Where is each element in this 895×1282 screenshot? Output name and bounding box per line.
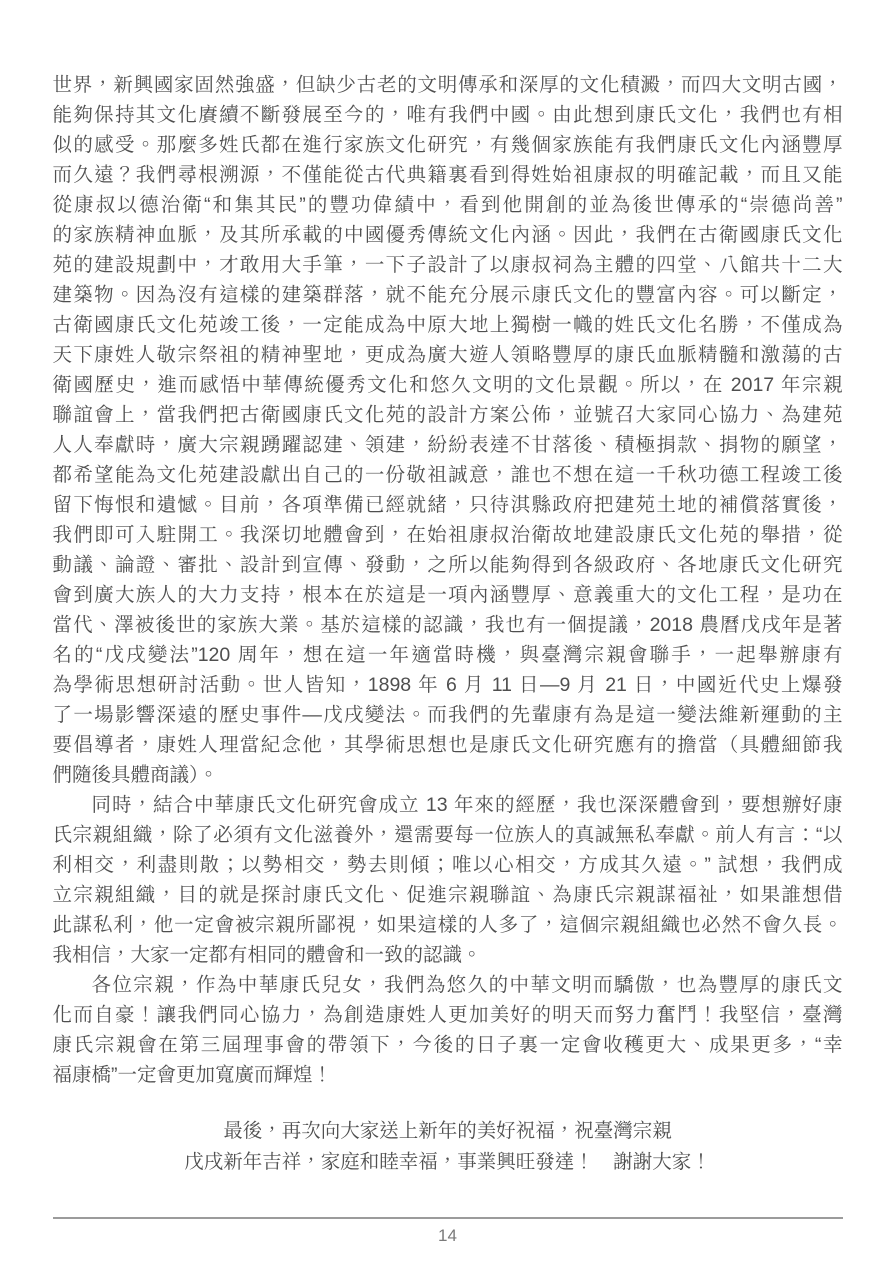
text-line: 康氏宗親會在第三屆理事會的帶領下，今後的日子裏一定會收穫更大、成果更多，“幸 (52, 1034, 843, 1056)
text-line: 建築物。因為沒有這樣的建築群落，就不能充分展示康氏文化的豐富內容。可以斷定， (52, 284, 843, 306)
text-line: 會到廣大族人的大力支持，根本在於這是一項內涵豐厚、意義重大的文化工程，是功在 (52, 584, 843, 606)
text-line: 們隨後具體商議）。 (52, 764, 219, 786)
text-line: 當代、澤被後世的家族大業。基於這樣的認識，我也有一個提議，2018 農曆戊戌年是著 (52, 614, 843, 636)
text-line: 似的感受。那麼多姓氏都在進行家族文化研究，有幾個家族能有我們康氏文化內涵豐厚 (52, 134, 843, 156)
paragraph (53, 790, 843, 970)
text-line: 名的“戊戌變法”120 周年，想在這一年適當時機，與臺灣宗親會聯手，一起舉辦康有 (52, 644, 843, 666)
text-line: 天下康姓人敬宗祭祖的精神聖地，更成為廣大遊人領略豐厚的康氏血脈精髓和激蕩的古 (52, 344, 843, 366)
text-line: 衛國歷史，進而感悟中華傳統優秀文化和悠久文明的文化景觀。所以，在 2017 年宗親 (52, 374, 843, 396)
page-footer (53, 1217, 843, 1246)
text-line: 而久遠？我們尋根溯源，不僅能從古代典籍裏看到得姓始祖康叔的明確記載，而且又能 (52, 164, 843, 186)
text-line: 要倡導者，康姓人理當紀念他，其學術思想也是康氏文化研究應有的擔當（具體細節我 (52, 734, 843, 756)
closing-line: 戊戌新年吉祥，家庭和睦幸福，事業興旺發達！ 謝謝大家！ (184, 1151, 711, 1173)
text-line: 苑的建設規劃中，才敢用大手筆，一下子設計了以康叔祠為主體的四堂、八館共十二大 (52, 254, 843, 276)
body-text (53, 70, 843, 1090)
text-line: 從康叔以德治衛“和集其民”的豐功偉績中，看到他開創的並為後世傳承的“崇德尚善” (52, 194, 843, 216)
text-line: 福康橋”一定會更加寬廣而輝煌！ (52, 1064, 332, 1086)
document-page (53, 0, 843, 1246)
text-line: 化而自豪！讓我們同心協力，為創造康姓人更加美好的明天而努力奮鬥！我堅信，臺灣 (52, 1004, 843, 1026)
text-line: 各位宗親，作為中華康氏兒女，我們為悠久的中華文明而驕傲，也為豐厚的康氏文 (91, 974, 843, 996)
text-line: 利相交，利盡則散；以勢相交，勢去則傾；唯以心相交，方成其久遠。” 試想，我們成 (52, 854, 843, 876)
paragraph (53, 70, 843, 790)
text-line: 立宗親組織，目的就是探討康氏文化、促進宗親聯誼、為康氏宗親謀福祉，如果誰想借 (52, 884, 843, 906)
text-line: 我們即可入駐開工。我深切地體會到，在始祖康叔治衛故地建設康氏文化苑的舉措，從 (52, 524, 843, 546)
text-line: 古衛國康氏文化苑竣工後，一定能成為中原大地上獨樹一幟的姓氏文化名勝，不僅成為 (52, 314, 843, 336)
text-line: 此謀私利，他一定會被宗親所鄙視，如果這樣的人多了，這個宗親組織也必然不會久長。 (52, 914, 843, 936)
text-line: 留下悔恨和遺憾。目前，各項準備已經就緒，只待淇縣政府把建苑土地的補償落實後， (52, 494, 843, 516)
text-line: 世界，新興國家固然強盛，但缺少古老的文明傳承和深厚的文化積澱，而四大文明古國， (52, 74, 843, 96)
text-line: 為學術思想研討活動。世人皆知，1898 年 6 月 11 日—9 月 21 日，中國近代史上爆發 (52, 674, 843, 696)
closing-line: 最後，再次向大家送上新年的美好祝福，祝臺灣宗親 (223, 1120, 672, 1142)
text-line: 都希望能為文化苑建設獻出自己的一份敬祖誠意，誰也不想在這一千秋功德工程竣工後 (52, 464, 843, 486)
text-line: 我相信，大家一定都有相同的體會和一致的認識。 (52, 944, 482, 966)
text-line: 聯誼會上，當我們把古衛國康氏文化苑的設計方案公佈，並號召大家同心協力、為建苑 (52, 404, 843, 426)
closing-lines (53, 1116, 843, 1178)
footer-divider (53, 1217, 843, 1219)
page-number: 14 (438, 1226, 457, 1245)
text-line: 能夠保持其文化賡續不斷發展至今的，唯有我們中國。由此想到康氏文化，我們也有相 (52, 104, 843, 126)
text-line: 氏宗親組織，除了必須有文化滋養外，還需要每一位族人的真誠無私奉獻。前人有言：“以 (52, 824, 843, 846)
text-line: 人人奉獻時，廣大宗親踴躍認建、領建，紛紛表達不甘落後、積極捐款、捐物的願望， (52, 434, 843, 456)
text-line: 同時，結合中華康氏文化研究會成立 13 年來的經歷，我也深深體會到，要想辦好康 (91, 794, 843, 816)
text-line: 動議、論證、審批、設計到宣傳、發動，之所以能夠得到各級政府、各地康氏文化研究 (52, 554, 843, 576)
paragraph (53, 970, 843, 1090)
text-line: 了一場影響深遠的歷史事件—戊戌變法。而我們的先輩康有為是這一變法維新運動的主 (52, 704, 843, 726)
text-line: 的家族精神血脈，及其所承載的中國優秀傳統文化內涵。因此，我們在古衛國康氏文化 (52, 224, 843, 246)
